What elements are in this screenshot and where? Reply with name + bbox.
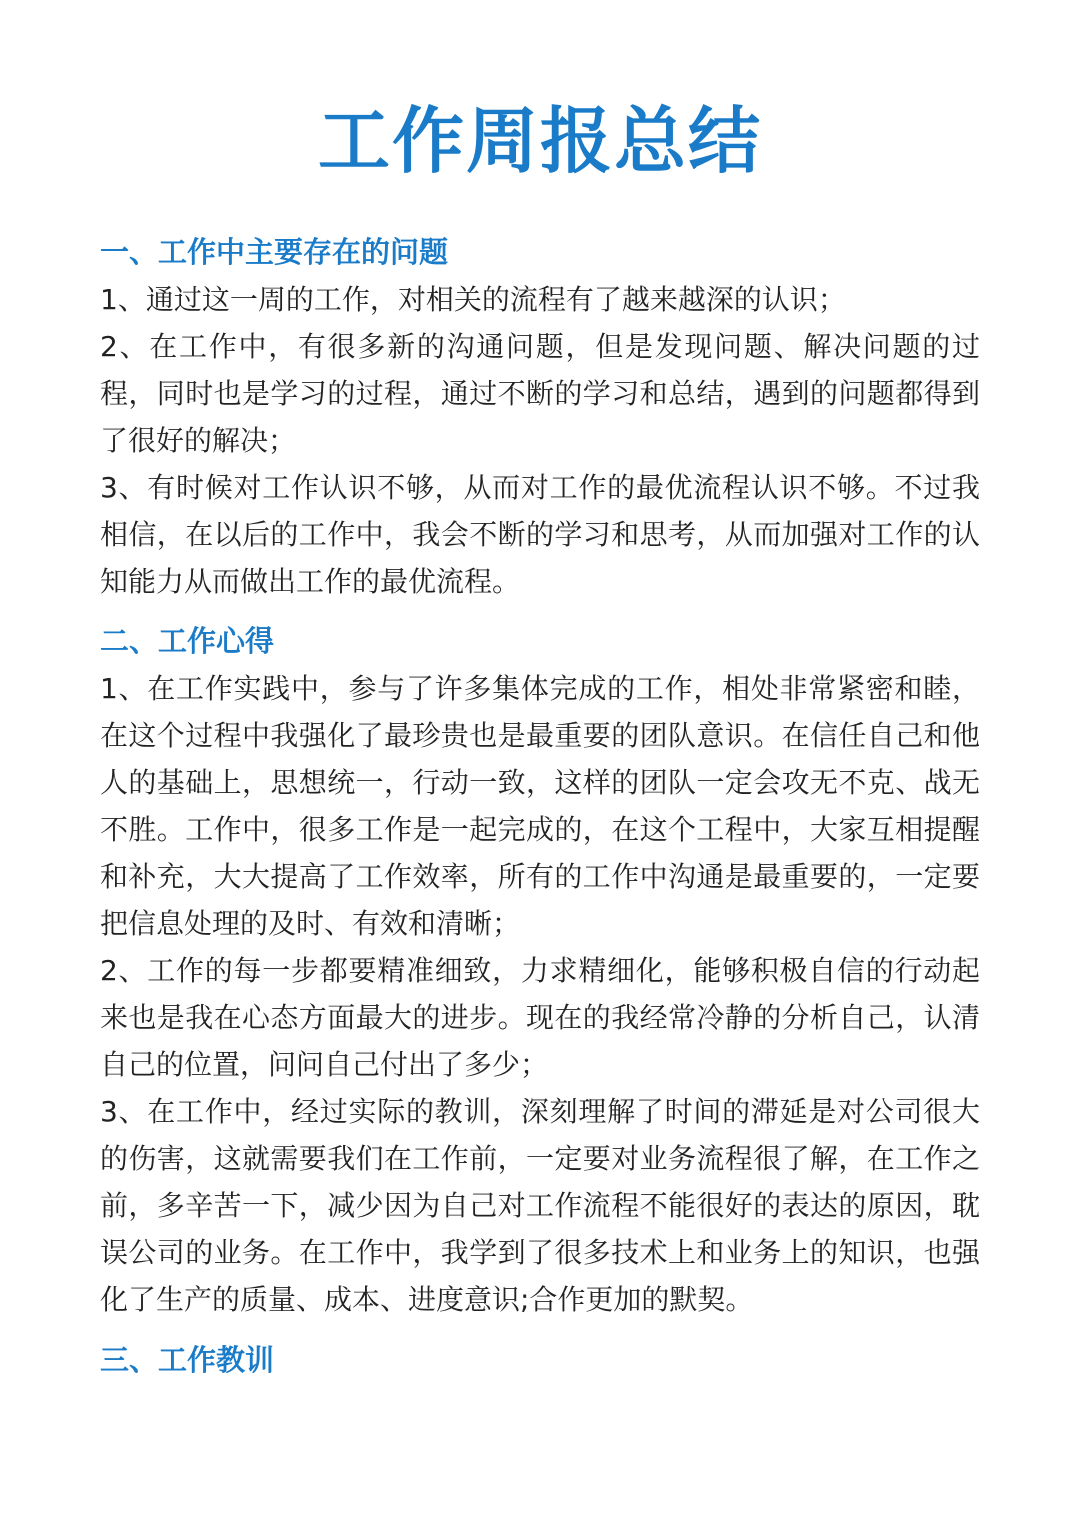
paragraph: 2、在工作中，有很多新的沟通问题，但是发现问题、解决问题的过程，同时也是学习的过程，通过不断的学习和总结，遇到的问题都得到了很好的解决； bbox=[100, 330, 980, 457]
section-heading: 三、工作教训 bbox=[100, 1343, 275, 1377]
paragraph: 3、有时候对工作认识不够，从而对工作的最优流程认识不够。不过我相信，在以后的工作中，我会不断的学习和思考，从而加强对工作的认知能力从而做出工作的最优流程。 bbox=[100, 471, 980, 598]
document-title: 工作周报总结 bbox=[317, 99, 762, 183]
section-heading: 二、工作心得 bbox=[100, 624, 275, 658]
paragraph: 1、通过这一周的工作，对相关的流程有了越来越深的认识； bbox=[100, 283, 846, 316]
paragraph: 2、工作的每一步都要精准细致，力求精细化，能够积极自信的行动起来也是我在心态方面最大的进步。现在的我经常冷静的分析自己，认清自己的位置，问问自己付出了多少； bbox=[100, 954, 980, 1081]
paragraph: 3、在工作中，经过实际的教训，深刻理解了时间的滞延是对公司很大的伤害，这就需要我们在工作前，一定要对业务流程很了解，在工作之前，多辛苦一下，减少因为自己对工作流程不能很好的表达的原因，耽误公司的业务。在工作中，我学到了很多技术上和业务上的知识，也强化了生产的质量、成本、进度意识;合作更加的默契。 bbox=[100, 1095, 980, 1316]
section-insights bbox=[100, 618, 980, 1323]
section-heading: 一、工作中主要存在的问题 bbox=[100, 235, 449, 269]
paragraph: 1、在工作实践中，参与了许多集体完成的工作，相处非常紧密和睦，在这个过程中我强化了最珍贵也是最重要的团队意识。在信任自己和他人的基础上，思想统一，行动一致，这样的团队一定会攻无不克、战无不胜。工作中，很多工作是一起完成的，在这个工程中，大家互相提醒和补充，大大提高了工作效率，所有的工作中沟通是最重要的，一定要把信息处理的及时、有效和清晰； bbox=[100, 672, 980, 940]
section-problems bbox=[100, 229, 980, 605]
section-lessons bbox=[100, 1337, 980, 1384]
